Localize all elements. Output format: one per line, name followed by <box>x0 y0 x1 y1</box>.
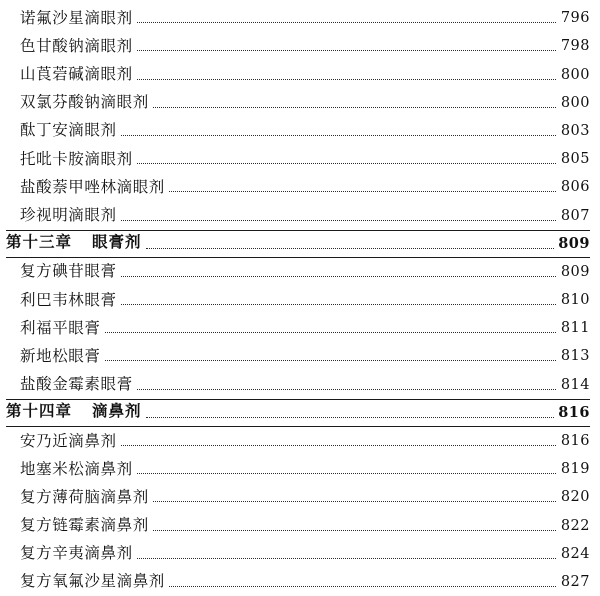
leader-dots <box>153 529 556 531</box>
toc-entry-label: 双氯芬酸钠滴眼剂 <box>20 93 149 112</box>
toc-entry-row[interactable] <box>6 258 590 286</box>
toc-entry-label: 托吡卡胺滴眼剂 <box>20 149 133 168</box>
chapter-number: 第十三章 <box>6 231 73 251</box>
chapter-title: 滴鼻剂 <box>92 400 142 420</box>
toc-chapter-row[interactable] <box>6 230 590 258</box>
toc-entry-row[interactable] <box>6 427 590 455</box>
toc-entry-label: 利福平眼膏 <box>20 318 101 337</box>
toc-entry-row[interactable] <box>6 60 590 88</box>
toc-entry-label: 山莨菪碱滴眼剂 <box>20 65 133 84</box>
leader-dots <box>153 106 556 108</box>
toc-entry-row[interactable] <box>6 455 590 483</box>
toc-entry-row[interactable] <box>6 89 590 117</box>
toc-page-number: 807 <box>560 207 590 224</box>
leader-dots <box>153 500 556 502</box>
leader-dots <box>137 472 556 474</box>
toc-entry-label: 珍视明滴眼剂 <box>20 206 117 224</box>
toc-entry-row[interactable] <box>6 201 590 229</box>
toc-entry-label: 复方辛夷滴鼻剂 <box>20 544 133 563</box>
chapter-divider-top <box>6 399 590 400</box>
toc-entry-row[interactable] <box>6 568 590 596</box>
leader-dots <box>137 557 556 559</box>
leader-dots <box>105 359 556 361</box>
toc-page-number: 809 <box>560 263 590 280</box>
toc-page-number: 806 <box>560 179 590 196</box>
leader-dots <box>121 444 556 446</box>
toc-page-number: 824 <box>560 545 590 562</box>
leader-dots <box>169 585 556 587</box>
leader-dots <box>146 247 555 249</box>
leader-dots <box>121 303 556 305</box>
toc-entry-row[interactable] <box>6 342 590 370</box>
toc-page-number: 798 <box>560 38 590 55</box>
toc-entry-label: 盐酸萘甲唑林滴眼剂 <box>20 177 165 196</box>
toc-page-number: 800 <box>560 66 590 83</box>
toc-page-number: 805 <box>560 151 590 168</box>
toc-entry-row[interactable] <box>6 117 590 145</box>
toc-entry-label: 酞丁安滴眼剂 <box>20 121 117 140</box>
toc-page-number: 827 <box>560 573 590 590</box>
leader-dots <box>137 49 556 51</box>
toc-chapter-row[interactable] <box>6 399 590 427</box>
toc-entry-label: 色甘酸钠滴眼剂 <box>20 36 133 55</box>
toc-page-number: 796 <box>560 10 590 27</box>
toc-page-number: 816 <box>558 403 590 421</box>
toc-entry-label: 诺氟沙星滴眼剂 <box>20 8 133 27</box>
toc-entry-row[interactable] <box>6 145 590 173</box>
chapter-title: 眼膏剂 <box>92 231 142 251</box>
toc-entry-row[interactable] <box>6 370 590 398</box>
leader-dots <box>137 21 556 23</box>
toc-page-number: 813 <box>560 348 590 365</box>
toc-page-number: 811 <box>560 320 590 337</box>
toc-page-number: 810 <box>560 292 590 309</box>
toc-entry-label: 新地松眼膏 <box>20 346 101 365</box>
toc-entry-label: 复方薄荷脑滴鼻剂 <box>20 487 149 506</box>
toc-entry-label: 复方链霉素滴鼻剂 <box>20 516 149 535</box>
leader-dots <box>146 416 555 418</box>
leader-dots <box>169 190 556 192</box>
toc-page-number: 809 <box>558 234 590 252</box>
toc-entry-row[interactable] <box>6 511 590 539</box>
toc-page-number: 816 <box>560 433 590 449</box>
toc-entry-row[interactable] <box>6 286 590 314</box>
leader-dots <box>121 275 556 277</box>
toc-entry-label: 盐酸金霉素眼膏 <box>20 375 133 394</box>
toc-entry-label: 地塞米松滴鼻剂 <box>20 459 133 478</box>
toc-page-number: 814 <box>560 376 590 393</box>
toc-page-number: 819 <box>560 461 590 478</box>
chapter-number: 第十四章 <box>6 400 73 420</box>
leader-dots <box>121 219 556 221</box>
toc-entry-row[interactable] <box>6 483 590 511</box>
toc-page-number: 820 <box>560 489 590 506</box>
leader-dots <box>137 78 556 80</box>
leader-dots <box>105 331 556 333</box>
toc-entry-label: 复方碘苷眼膏 <box>20 262 117 281</box>
toc-page-number: 800 <box>560 94 590 111</box>
toc-page-number: 803 <box>560 122 590 139</box>
leader-dots <box>137 162 556 164</box>
toc-entry-row[interactable] <box>6 4 590 32</box>
toc-entry-row[interactable] <box>6 314 590 342</box>
toc-entry-label: 安乃近滴鼻剂 <box>20 431 117 450</box>
toc-page-number: 822 <box>560 517 590 534</box>
chapter-divider-top <box>6 230 590 231</box>
toc-entry-label: 利巴韦林眼膏 <box>20 290 117 309</box>
leader-dots <box>121 134 556 136</box>
toc-entry-row[interactable] <box>6 540 590 568</box>
toc-entry-row[interactable] <box>6 32 590 60</box>
toc-entry-label: 复方氧氟沙星滴鼻剂 <box>20 572 165 591</box>
leader-dots <box>137 388 556 390</box>
toc-entry-row[interactable] <box>6 173 590 201</box>
